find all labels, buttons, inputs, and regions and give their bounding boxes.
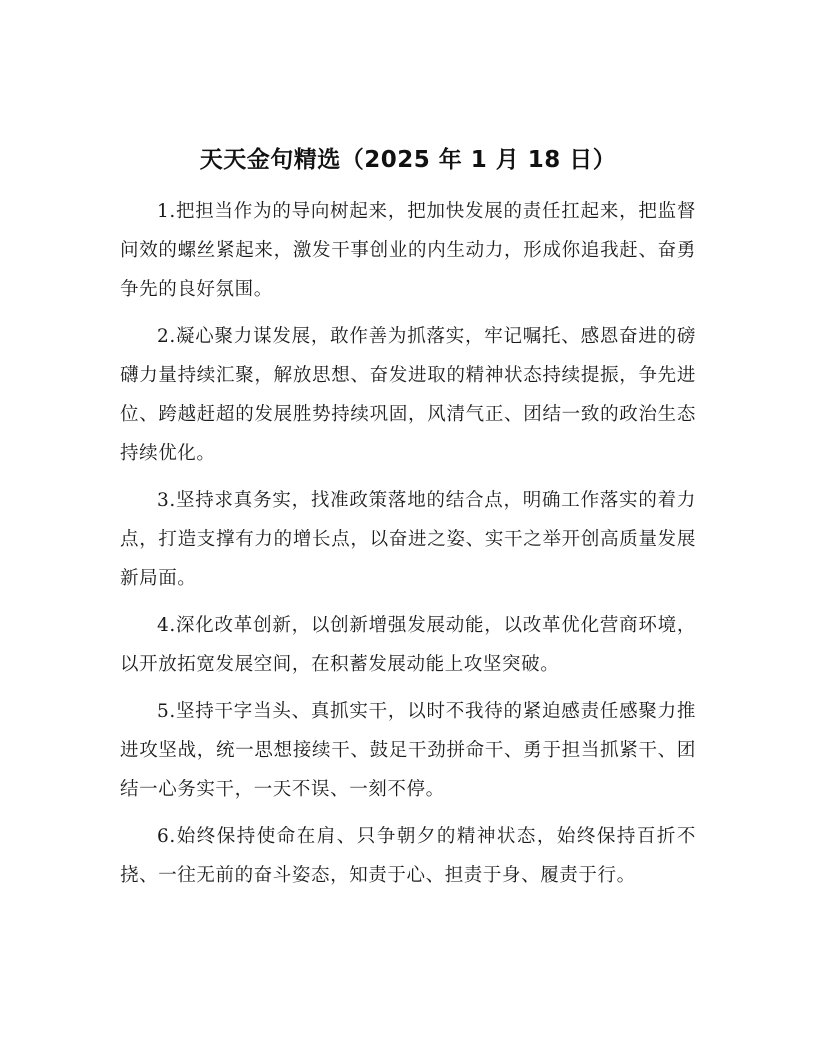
paragraph-2: 2.凝心聚力谋发展，敢作善为抓落实，牢记嘱托、感恩奋进的磅礴力量持续汇聚，解放思想、奋发进取的精神状态持续提振，争先进位、跨越赶超的发展胜势持续巩固，风清气正、团结一致的政治生态持续优化。 bbox=[120, 326, 696, 464]
document-body bbox=[120, 192, 696, 903]
paragraph-6: 6.始终保持使命在肩、只争朝夕的精神状态，始终保持百折不挠、一往无前的奋斗姿态，知责于心、担责于身、履责于行。 bbox=[120, 826, 696, 886]
paragraph-3: 3.坚持求真务实，找准政策落地的结合点，明确工作落实的着力点，打造支撑有力的增长点，以奋进之姿、实干之举开创高质量发展新局面。 bbox=[120, 490, 696, 589]
paragraph-5: 5.坚持干字当头、真抓实干，以时不我待的紧迫感责任感聚力推进攻坚战，统一思想接续干、鼓足干劲拼命干、勇于担当抓紧干、团结一心务实干，一天不误、一刻不停。 bbox=[120, 701, 696, 800]
paragraph-4: 4.深化改革创新，以创新增强发展动能，以改革优化营商环境，以开放拓宽发展空间，在积蓄发展动能上攻坚突破。 bbox=[120, 615, 696, 675]
document-title: 天天金句精选（2025 年 1 月 18 日） bbox=[199, 147, 617, 173]
paragraph-1: 1.把担当作为的导向树起来，把加快发展的责任扛起来，把监督问效的螺丝紧起来，激发干事创业的内生动力，形成你追我赶、奋勇争先的良好氛围。 bbox=[120, 201, 696, 300]
